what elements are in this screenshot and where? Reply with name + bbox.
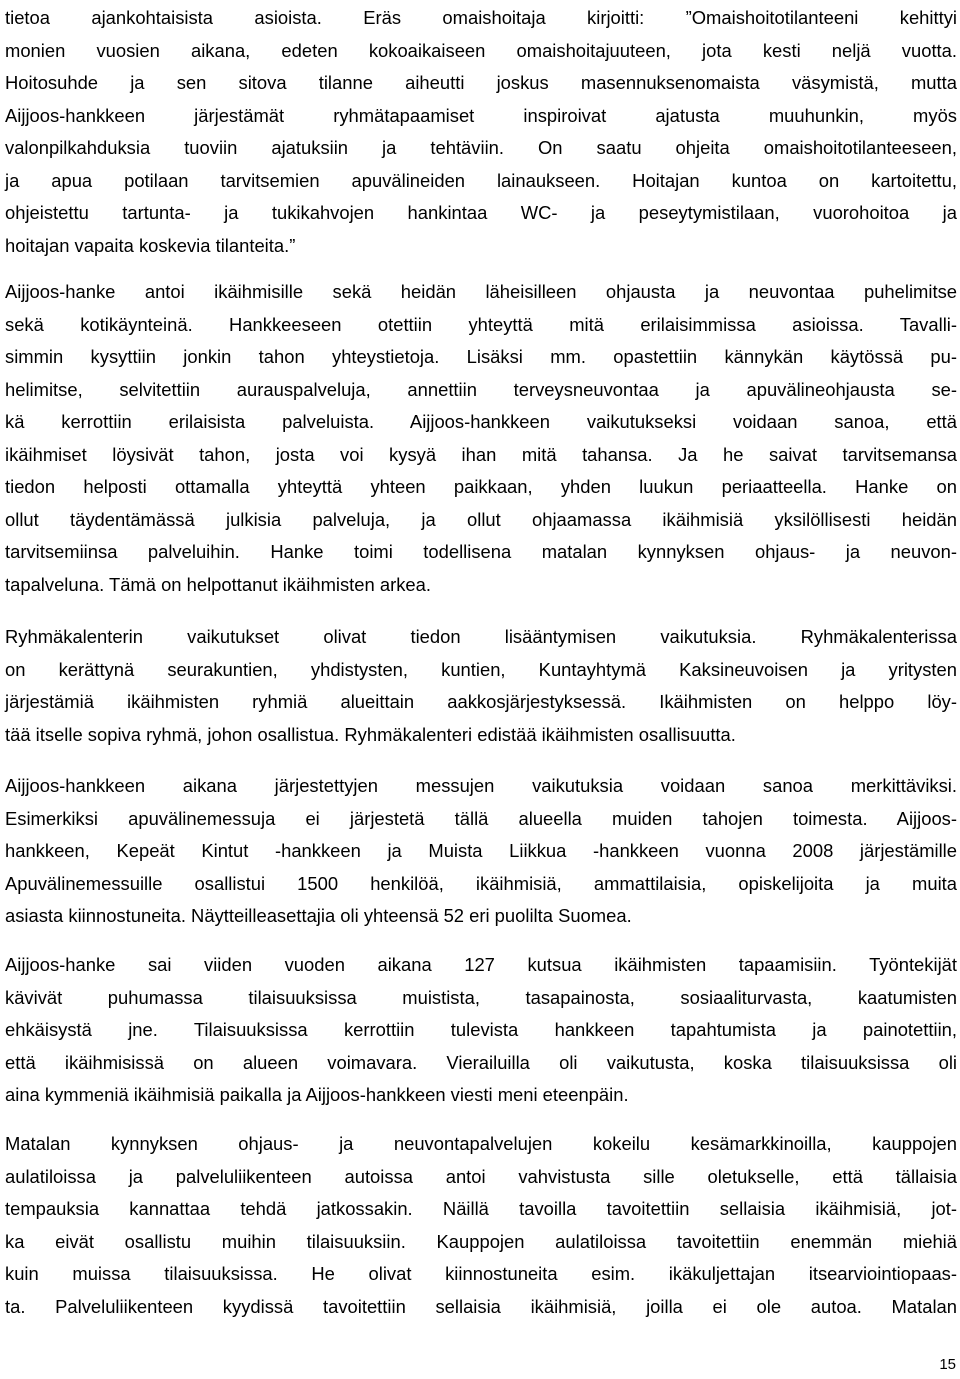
paragraph-invitations [5,949,957,1112]
text-line: tiedon helposti ottamalla yhteyttä yhteen paikkaan, yhden luukun periaatteella. Hanke on [5,476,957,497]
text-line: järjestämiä ikäihmisten ryhmiä alueittain aakkosjärjestyksessä. Ikäihmisten on helppo löy- [5,691,957,712]
text-line: ikäihmiset löysivät tahon, josta voi kysyä ihan mitä tahansa. Ja he saivat tarvitsemansa [5,443,957,465]
text-line: Ryhmäkalenterin vaikutukset olivat tiedon lisääntymisen vaikutuksia. Ryhmäkalenterissa [5,626,957,647]
text-line: kävivät puhumassa tilaisuuksissa muistista, tasapainosta, sosiaaliturvasta, kaatumisten [5,986,957,1008]
text-line: aulatiloissa ja palveluliikenteen autoissa antoi vahvistusta sille oletukselle, että tällaisia [5,1165,957,1187]
text-line: Aijjoos-hankkeen järjestämät ryhmätapaamiset inspiroivat ajatusta muuhunkin, myös [5,104,957,126]
text-line: ehkäisystä jne. Tilaisuuksissa kerrottiin tulevista hankkeen tapahtumista ja painotettiin, [5,1019,957,1040]
text-line: tää itselle sopiva ryhmä, johon osallistua. Ryhmäkalenteri edistää ikäihmisten osallisuutta. [5,723,736,745]
text-line: sekä kotikäynteinä. Hankkeeseen otettiin yhteyttä mitä erilaisimmissa asioissa. Tavalli- [5,313,957,335]
paragraph-guidance-services [5,276,957,601]
text-line: helimitse, selvitettiin aurauspalveluja, annettiin terveysneuvontaa ja apuvälineohjausta se- [5,378,957,400]
text-line: hoitajan vapaita koskevia tilanteita.” [5,234,296,256]
text-line: Esimerkiksi apuvälinemessuja ei järjestetä tällä alueella muiden tahojen toimesta. Aijjoos- [5,807,957,829]
paragraph-group-calendar [5,621,957,751]
text-line: Matalan kynnyksen ohjaus- ja neuvontapalvelujen kokeilu kesämarkkinoilla, kauppojen [5,1133,957,1154]
text-line: kuin muissa tilaisuuksissa. He olivat kiinnostuneita esim. ikäkuljettajan itsearviointiopaas- [5,1263,957,1284]
text-line: hankkeen, Kepeät Kintut -hankkeen ja Muista Liikkua -hankkeen vuonna 2008 järjestämille [5,840,957,861]
text-line: on kerättynä seurakuntien, yhdistysten, kuntien, Kuntayhtymä Kaksineuvoisen ja yritysten [5,658,957,680]
text-line: Aijjoos-hankkeen aikana järjestettyjen messujen vaikutuksia voidaan sanoa merkittäviksi. [5,775,957,796]
paragraph-caregiver-quote [5,2,957,262]
text-line: aina kymmeniä ikäihmisiä paikalla ja Aijjoos-hankkeen viesti meni eteenpäin. [5,1084,629,1105]
text-line: tapalveluna. Tämä on helpottanut ikäihmisten arkea. [5,573,431,595]
text-line: ollut täydentämässä julkisia palveluja, ja ollut ohjaamassa ikäihmisiä yksilöllisesti heidän [5,508,957,530]
text-line: Apuvälinemessuille osallistui 1500 henkilöä, ikäihmisiä, ammattilaisia, opiskelijoita ja muita [5,872,957,894]
paragraph-fairs [5,770,957,933]
paragraph-low-threshold-trial [5,1128,957,1323]
text-line: tietoa ajankohtaisista asioista. Eräs omaishoitaja kirjoitti: ”Omaishoitotilanteeni kehittyi [5,7,957,28]
text-line: tarvitsemiinsa palveluihin. Hanke toimi todellisena matalan kynnyksen ohjaus- ja neuvon- [5,541,957,562]
text-line: asiasta kiinnostuneita. Näytteilleasettajia oli yhteensä 52 eri puolilta Suomea. [5,905,632,926]
text-line: tempauksia kannattaa tehdä jatkossakin. Näillä tavoilla tavoitettiin sellaisia ikäihmisiä, jot- [5,1198,957,1219]
text-line: valonpilkahduksia tuoviin ajatuksiin ja tehtäviin. On saatu ohjeita omaishoitotilanteeseen, [5,137,957,158]
page-number: 15 [939,1356,956,1373]
text-line: Aijjoos-hanke sai viiden vuoden aikana 127 kutsua ikäihmisten tapaamisiin. Työntekijät [5,954,957,975]
text-line: Hoitosuhde ja sen sitova tilanne aiheutti joskus masennuksenomaista väsymistä, mutta [5,72,957,93]
text-line: ta. Palveluliikenteen kyydissä tavoitettiin sellaisia ikäihmisiä, joilla ei ole autoa. Matalan [5,1295,957,1317]
text-line: ohjeistettu tartunta- ja tukikahvojen hankintaa WC- ja peseytymistilaan, vuorohoitoa ja [5,202,957,223]
text-line: että ikäihmisissä on alueen voimavara. Vierailuilla oli vaikutusta, koska tilaisuuksissa oli [5,1051,957,1073]
text-line: monien vuosien aikana, edeten kokoaikaiseen omaishoitajuuteen, jota kesti neljä vuotta. [5,39,957,61]
text-line: kä kerrottiin erilaisista palveluista. Aijjoos-hankkeen vaikutukseksi voidaan sanoa, että [5,411,957,432]
text-line: ka eivät osallistu muihin tilaisuuksiin. Kauppojen aulatiloissa tavoitettiin enemmän miehiä [5,1230,957,1252]
text-line: ja apua potilaan tarvitsemien apuvälineiden lainaukseen. Hoitajan kuntoa on kartoitettu, [5,169,957,191]
text-line: Aijjoos-hanke antoi ikäihmisille sekä heidän läheisilleen ohjausta ja neuvontaa puhelimitse [5,281,957,302]
text-line: simmin kysyttiin jonkin tahon yhteystietoja. Lisäksi mm. opastettiin kännykän käytössä pu- [5,346,957,367]
